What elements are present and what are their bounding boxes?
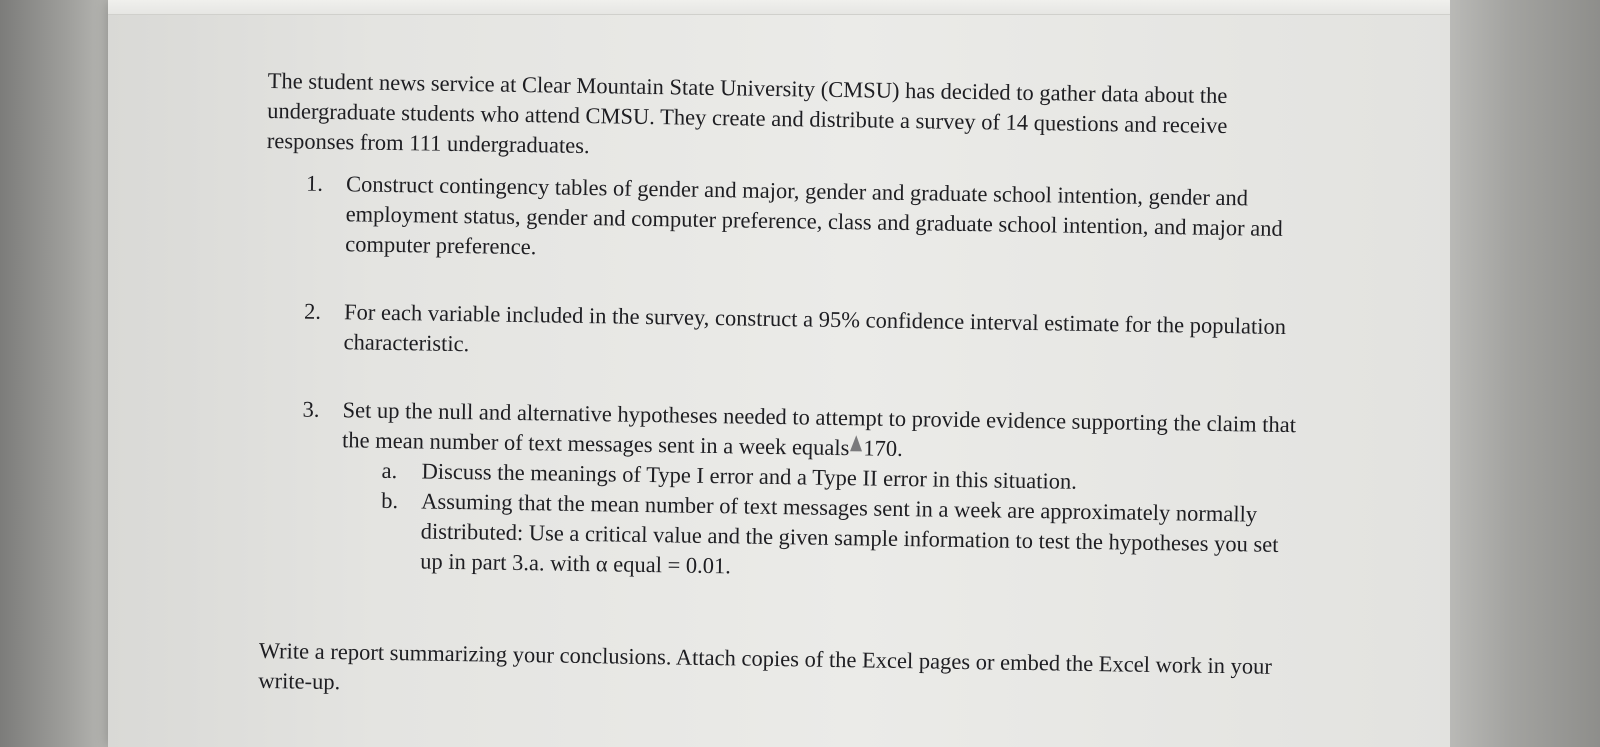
mouse-pointer-icon <box>850 435 862 451</box>
subquestion-text: Assuming that the mean number of text messages sent in a week are approximately normally distributed: Use a critical value and the given sample information to test the hypotheses you set up in part 3.a. with α equal = 0.01. <box>420 488 1279 579</box>
question-item-1 <box>265 168 1306 274</box>
question-item-3 <box>260 394 1303 590</box>
question-text-end: 170. <box>863 435 903 462</box>
question-number: 3. <box>302 396 320 422</box>
question-text: Set up the null and alternative hypotheses needed to attempt to provide evidence supporting the claim that the mean number of text messages sent in a week equals <box>341 397 1297 461</box>
question-item-2 <box>263 296 1304 372</box>
document-page <box>258 66 1308 735</box>
question-number: 2. <box>303 298 322 324</box>
question-text: Construct contingency tables of gender and major, gender and graduate school intention, gender and employment status, gender and computer preference, class and graduate school intention, and major and computer preference. <box>345 171 1283 260</box>
question-text: For each variable included in the survey, construct a 95% confidence interval estimate for the population characteristic. <box>343 299 1287 357</box>
intro-paragraph: The student news service at Clear Mountain State University (CMSU) has decided to gather data about the undergraduate students who attend CMSU. They create and distribute a survey of 14 questions and receive responses from 111 undergraduates. <box>266 67 1228 159</box>
subquestion-text: Discuss the meanings of Type I error and a Type II error in this situation. <box>421 458 1078 494</box>
closing-paragraph: Write a report summarizing your conclusions. Attach copies of the Excel pages or embed the Excel work in your write-up. <box>258 637 1273 695</box>
subquestion-letter: a. <box>381 457 398 484</box>
screen-top-edge <box>108 0 1463 15</box>
monitor-bezel-right <box>1450 0 1600 747</box>
subquestion-list <box>340 455 1302 590</box>
subquestion-item-b <box>340 485 1301 590</box>
question-number: 1. <box>305 170 324 196</box>
monitor-bezel-left <box>0 0 110 747</box>
question-list <box>260 168 1306 590</box>
subquestion-letter: b. <box>380 487 399 514</box>
